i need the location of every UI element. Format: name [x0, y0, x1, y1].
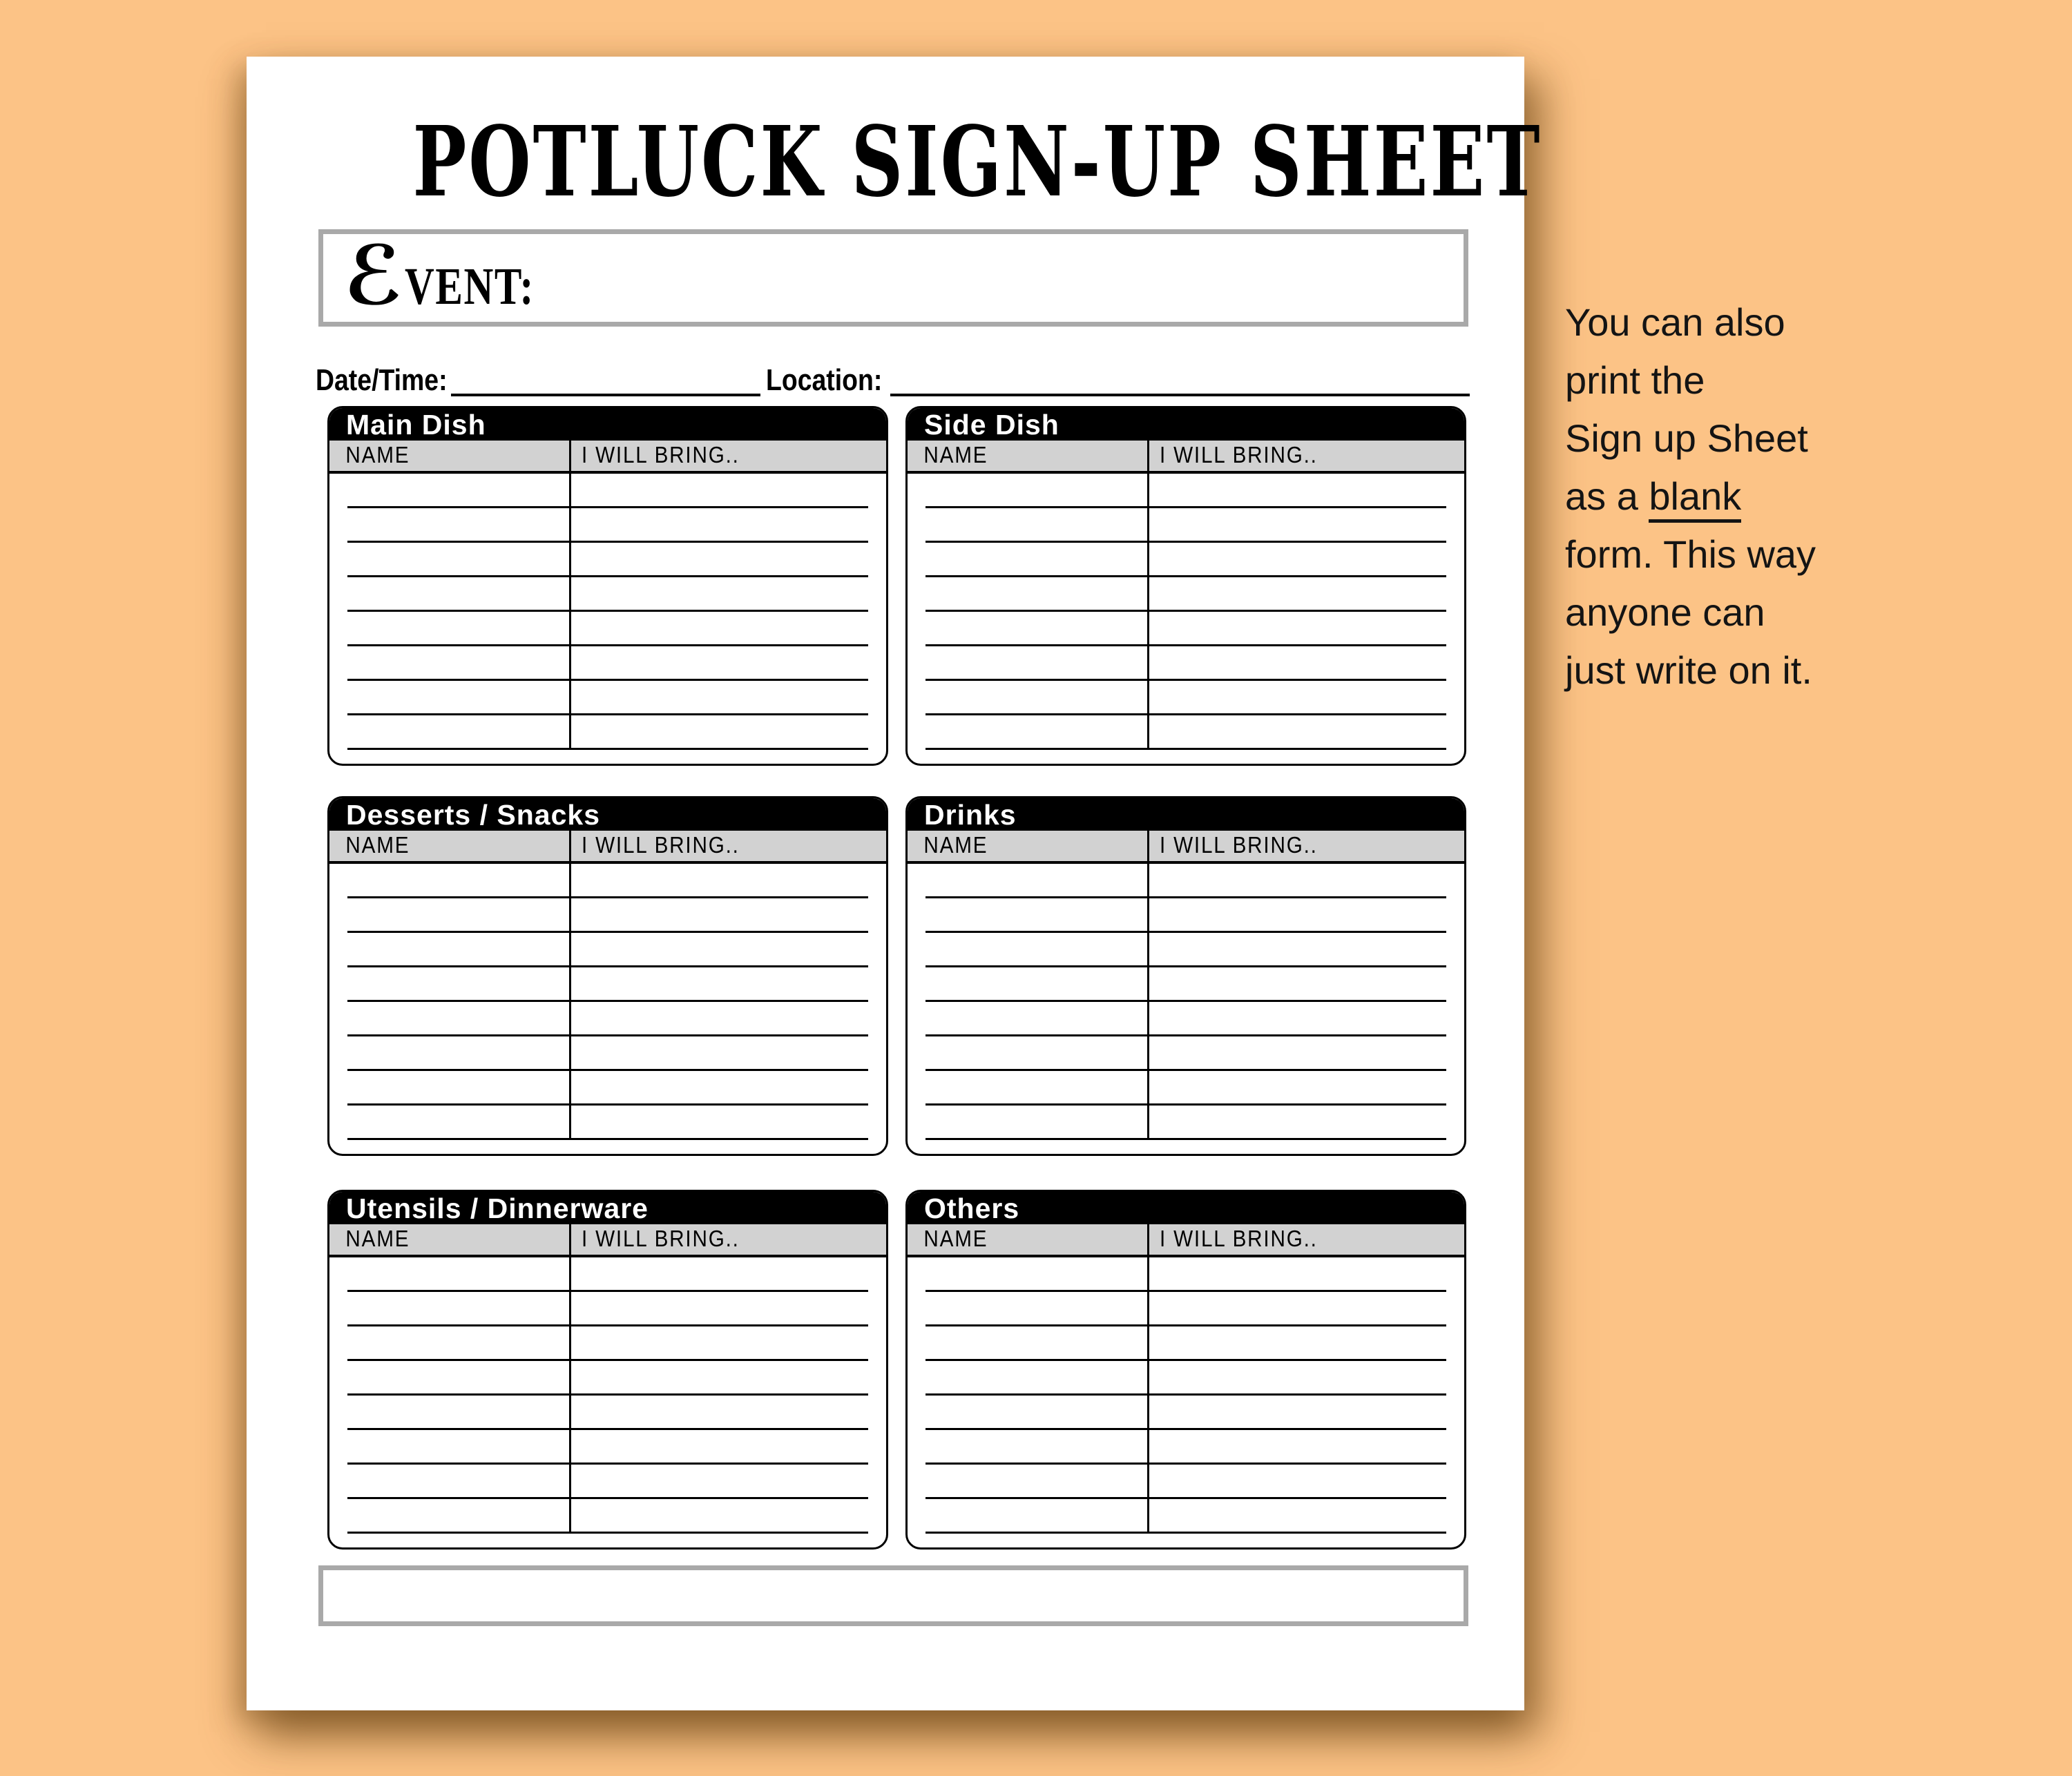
- bring-cell[interactable]: [1147, 933, 1464, 967]
- table-row: [908, 1071, 1464, 1106]
- column-header-name: NAME: [923, 442, 988, 467]
- name-cell[interactable]: [329, 864, 569, 898]
- name-cell[interactable]: [908, 1036, 1147, 1071]
- table-row: [908, 967, 1464, 1002]
- column-divider: [1147, 1224, 1149, 1534]
- table-row: [329, 508, 886, 543]
- table-row: [329, 612, 886, 646]
- bring-cell[interactable]: [569, 1499, 886, 1534]
- event-label-initial: ℰ: [344, 228, 404, 323]
- name-cell[interactable]: [908, 681, 1147, 715]
- bring-cell[interactable]: [569, 1465, 886, 1499]
- bring-cell[interactable]: [569, 577, 886, 612]
- name-cell[interactable]: [329, 646, 569, 681]
- name-cell[interactable]: [329, 898, 569, 933]
- bring-cell[interactable]: [1147, 1002, 1464, 1036]
- bring-cell[interactable]: [1147, 864, 1464, 898]
- name-cell[interactable]: [908, 1071, 1147, 1106]
- table-row: [908, 1396, 1464, 1430]
- bring-cell[interactable]: [1147, 1292, 1464, 1326]
- event-field-box: [318, 229, 1468, 327]
- side-annotation-line: Sign up Sheet: [1565, 416, 1808, 460]
- name-cell[interactable]: [329, 967, 569, 1002]
- date-time-input-line[interactable]: [451, 389, 760, 396]
- bring-cell[interactable]: [1147, 1361, 1464, 1396]
- section-table-desserts-snacks: [327, 796, 888, 1156]
- table-row: [329, 1036, 886, 1071]
- bring-cell[interactable]: [569, 543, 886, 577]
- section-header: Desserts / Snacks: [329, 798, 886, 831]
- table-row: [329, 646, 886, 681]
- table-row: [329, 1292, 886, 1326]
- name-cell[interactable]: [329, 1396, 569, 1430]
- name-cell[interactable]: [329, 1257, 569, 1292]
- name-cell[interactable]: [329, 508, 569, 543]
- name-cell[interactable]: [329, 1106, 569, 1140]
- name-cell[interactable]: [908, 898, 1147, 933]
- table-body: [329, 474, 886, 764]
- name-cell[interactable]: [329, 474, 569, 508]
- bring-cell[interactable]: [1147, 1257, 1464, 1292]
- section-header: Side Dish: [908, 408, 1464, 441]
- bring-cell[interactable]: [1147, 1326, 1464, 1361]
- column-divider: [1147, 441, 1149, 750]
- bring-cell[interactable]: [1147, 681, 1464, 715]
- table-row: [329, 577, 886, 612]
- bring-cell[interactable]: [1147, 715, 1464, 750]
- table-body: [908, 864, 1464, 1154]
- name-cell[interactable]: [908, 1257, 1147, 1292]
- bring-cell[interactable]: [1147, 508, 1464, 543]
- bring-cell[interactable]: [1147, 1499, 1464, 1534]
- section-header: Main Dish: [329, 408, 886, 441]
- name-cell[interactable]: [329, 577, 569, 612]
- name-cell[interactable]: [908, 933, 1147, 967]
- bring-cell[interactable]: [1147, 474, 1464, 508]
- date-location-row: [316, 365, 1470, 396]
- section-header: Others: [908, 1192, 1464, 1224]
- name-cell[interactable]: [908, 1465, 1147, 1499]
- column-header-row: [329, 1224, 886, 1257]
- name-cell[interactable]: [329, 1465, 569, 1499]
- bring-cell[interactable]: [569, 1396, 886, 1430]
- column-header-bring: I WILL BRING..: [581, 442, 740, 467]
- table-row: [329, 1002, 886, 1036]
- event-input-area[interactable]: [571, 234, 1464, 322]
- table-row: [908, 1465, 1464, 1499]
- bring-cell[interactable]: [569, 1106, 886, 1140]
- name-cell[interactable]: [329, 1361, 569, 1396]
- column-header-row: [908, 831, 1464, 864]
- table-row: [908, 1326, 1464, 1361]
- table-row: [329, 1430, 886, 1465]
- table-row: [329, 681, 886, 715]
- table-row: [329, 1499, 886, 1534]
- table-row: [908, 1361, 1464, 1396]
- bring-cell[interactable]: [1147, 967, 1464, 1002]
- bring-cell[interactable]: [569, 898, 886, 933]
- name-cell[interactable]: [908, 1396, 1147, 1430]
- name-cell[interactable]: [908, 967, 1147, 1002]
- table-row: [908, 864, 1464, 898]
- column-divider: [569, 831, 571, 1140]
- table-body: [908, 1257, 1464, 1547]
- bring-cell[interactable]: [1147, 1106, 1464, 1140]
- table-row: [908, 1002, 1464, 1036]
- table-row: [329, 1326, 886, 1361]
- bring-cell[interactable]: [569, 1257, 886, 1292]
- side-annotation-line: print the: [1565, 358, 1705, 402]
- bring-cell[interactable]: [569, 681, 886, 715]
- table-row: [908, 898, 1464, 933]
- column-header-name: NAME: [345, 442, 410, 467]
- table-row: [908, 577, 1464, 612]
- bring-cell[interactable]: [1147, 543, 1464, 577]
- table-row: [329, 1071, 886, 1106]
- table-row: [908, 715, 1464, 750]
- column-header-bring: I WILL BRING..: [1159, 442, 1318, 467]
- table-body: [329, 1257, 886, 1547]
- bring-cell[interactable]: [1147, 612, 1464, 646]
- side-annotation-line: as a blank: [1565, 467, 1938, 525]
- table-row: [908, 543, 1464, 577]
- table-row: [908, 933, 1464, 967]
- section-table-utensils-dinnerware: [327, 1190, 888, 1550]
- name-cell[interactable]: [329, 1326, 569, 1361]
- column-header-name: NAME: [923, 1226, 988, 1251]
- table-row: [329, 967, 886, 1002]
- bring-cell[interactable]: [569, 933, 886, 967]
- bring-cell[interactable]: [569, 1326, 886, 1361]
- name-cell[interactable]: [908, 1106, 1147, 1140]
- table-row: [329, 1361, 886, 1396]
- column-divider: [569, 1224, 571, 1534]
- column-header-row: [329, 831, 886, 864]
- side-annotation-line: anyone can: [1565, 590, 1765, 634]
- name-cell[interactable]: [908, 474, 1147, 508]
- bring-cell[interactable]: [1147, 1036, 1464, 1071]
- bring-cell[interactable]: [1147, 577, 1464, 612]
- table-row: [329, 715, 886, 750]
- section-header: Drinks: [908, 798, 1464, 831]
- bring-cell[interactable]: [569, 1071, 886, 1106]
- name-cell[interactable]: [908, 1292, 1147, 1326]
- name-cell[interactable]: [329, 1292, 569, 1326]
- name-cell[interactable]: [329, 1071, 569, 1106]
- page-title: POTLUCK SIGN-UP SHEET: [412, 106, 1542, 219]
- name-cell[interactable]: [908, 715, 1147, 750]
- column-header-row: [908, 1224, 1464, 1257]
- location-input-line[interactable]: [890, 389, 1470, 396]
- bring-cell[interactable]: [569, 967, 886, 1002]
- column-header-row: [908, 441, 1464, 474]
- name-cell[interactable]: [329, 1002, 569, 1036]
- name-cell[interactable]: [329, 543, 569, 577]
- table-row: [908, 474, 1464, 508]
- date-time-label: Date/Time:: [316, 363, 448, 397]
- name-cell[interactable]: [329, 1499, 569, 1534]
- name-cell[interactable]: [908, 646, 1147, 681]
- table-row: [329, 898, 886, 933]
- bring-cell[interactable]: [1147, 1465, 1464, 1499]
- bring-cell[interactable]: [1147, 646, 1464, 681]
- column-header-bring: I WILL BRING..: [581, 832, 740, 858]
- table-row: [329, 543, 886, 577]
- table-row: [908, 1257, 1464, 1292]
- notes-field-box[interactable]: [318, 1565, 1468, 1626]
- name-cell[interactable]: [908, 1002, 1147, 1036]
- name-cell[interactable]: [329, 1036, 569, 1071]
- table-row: [908, 1430, 1464, 1465]
- table-row: [908, 1036, 1464, 1071]
- side-annotation-line: form. This way: [1565, 532, 1816, 576]
- section-table-others: [905, 1190, 1466, 1550]
- name-cell[interactable]: [908, 543, 1147, 577]
- bring-cell[interactable]: [1147, 1430, 1464, 1465]
- table-row: [908, 508, 1464, 543]
- table-row: [908, 1292, 1464, 1326]
- table-row: [908, 1499, 1464, 1534]
- name-cell[interactable]: [908, 612, 1147, 646]
- name-cell[interactable]: [329, 1430, 569, 1465]
- name-cell[interactable]: [329, 681, 569, 715]
- column-header-row: [329, 441, 886, 474]
- column-header-name: NAME: [345, 832, 410, 858]
- name-cell[interactable]: [908, 1361, 1147, 1396]
- name-cell[interactable]: [908, 1430, 1147, 1465]
- column-header-name: NAME: [345, 1226, 410, 1251]
- column-header-bring: I WILL BRING..: [581, 1226, 740, 1251]
- bring-cell[interactable]: [569, 715, 886, 750]
- bring-cell[interactable]: [569, 1292, 886, 1326]
- name-cell[interactable]: [908, 1326, 1147, 1361]
- section-table-side-dish: [905, 406, 1466, 766]
- bring-cell[interactable]: [569, 612, 886, 646]
- table-row: [329, 474, 886, 508]
- name-cell[interactable]: [908, 577, 1147, 612]
- column-header-bring: I WILL BRING..: [1159, 1226, 1318, 1251]
- name-cell[interactable]: [329, 933, 569, 967]
- table-row: [908, 646, 1464, 681]
- name-cell[interactable]: [329, 715, 569, 750]
- bring-cell[interactable]: [569, 1002, 886, 1036]
- bring-cell[interactable]: [569, 1361, 886, 1396]
- bring-cell[interactable]: [569, 864, 886, 898]
- table-row: [329, 864, 886, 898]
- side-annotation-line: just write on it.: [1565, 648, 1812, 692]
- column-divider: [1147, 831, 1149, 1140]
- table-row: [908, 1106, 1464, 1140]
- bring-cell[interactable]: [1147, 1396, 1464, 1430]
- name-cell[interactable]: [908, 1499, 1147, 1534]
- section-table-main-dish: [327, 406, 888, 766]
- table-row: [329, 933, 886, 967]
- bring-cell[interactable]: [569, 1036, 886, 1071]
- section-table-drinks: [905, 796, 1466, 1156]
- name-cell[interactable]: [329, 612, 569, 646]
- bring-cell[interactable]: [569, 508, 886, 543]
- column-divider: [569, 441, 571, 750]
- bring-cell[interactable]: [1147, 898, 1464, 933]
- side-annotation: [1565, 293, 1938, 699]
- bring-cell[interactable]: [569, 1430, 886, 1465]
- bring-cell[interactable]: [569, 646, 886, 681]
- section-header: Utensils / Dinnerware: [329, 1192, 886, 1224]
- table-row: [329, 1106, 886, 1140]
- column-header-bring: I WILL BRING..: [1159, 832, 1318, 858]
- name-cell[interactable]: [908, 508, 1147, 543]
- table-row: [329, 1257, 886, 1292]
- side-annotation-line: You can also: [1565, 300, 1785, 344]
- bring-cell[interactable]: [569, 474, 886, 508]
- event-label: VENT:: [405, 258, 535, 316]
- table-row: [329, 1465, 886, 1499]
- sign-up-sheet-page: [247, 57, 1542, 1710]
- bring-cell[interactable]: [1147, 1071, 1464, 1106]
- table-row: [908, 612, 1464, 646]
- name-cell[interactable]: [908, 864, 1147, 898]
- table-body: [908, 474, 1464, 764]
- location-label: Location:: [766, 363, 883, 397]
- table-body: [329, 864, 886, 1154]
- table-row: [329, 1396, 886, 1430]
- column-header-name: NAME: [923, 832, 988, 858]
- table-row: [908, 681, 1464, 715]
